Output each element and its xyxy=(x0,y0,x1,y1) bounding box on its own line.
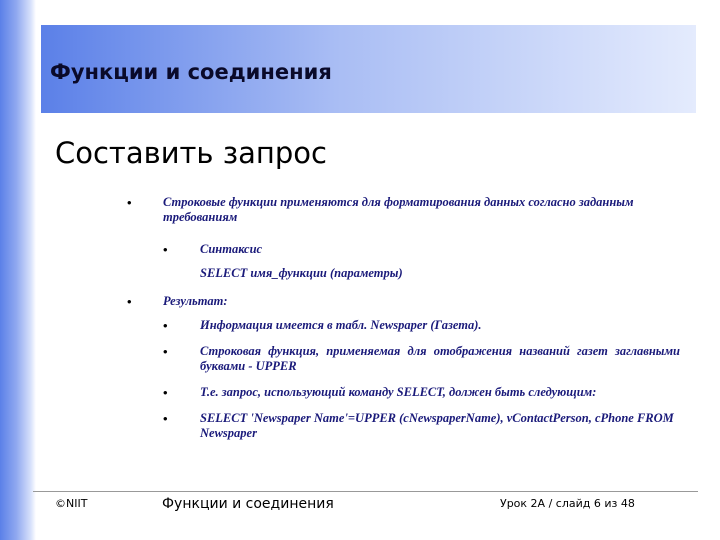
bullet-text: Т.е. запрос, использующий команду SELECT, должен быть следующим: xyxy=(200,385,597,399)
bullet-item xyxy=(125,195,680,225)
footer-divider xyxy=(33,491,698,492)
code-line xyxy=(125,266,680,281)
bullet-text: SELECT 'Newspaper Name'=UPPER (cNewspaperName), vContactPerson, cPhone FROM Newspaper xyxy=(200,411,674,440)
bullet-item xyxy=(125,318,680,333)
bullet-item xyxy=(125,385,680,400)
left-gradient-bar xyxy=(0,0,36,540)
bullet-text: Строковая функция, применяемая для отображения названий газет заглавными буквами - UPPER xyxy=(200,344,680,373)
bullet-item xyxy=(125,294,680,309)
footer-title: Функции и соединения xyxy=(162,496,334,512)
bullet-text: Информация имеется в табл. Newspaper (Газета). xyxy=(200,318,482,332)
bullet-icon: • xyxy=(127,294,132,309)
bullet-text: Результат: xyxy=(163,294,228,308)
footer-slide-info: Урок 2A / слайд 6 из 48 xyxy=(500,497,635,510)
bullet-icon: • xyxy=(163,344,168,359)
slide-title: Составить запрос xyxy=(55,136,327,170)
bullet-text: Синтаксис xyxy=(200,242,263,256)
bullet-icon: • xyxy=(163,385,168,400)
bullet-item xyxy=(125,344,680,374)
footer-copyright: ©NIIT xyxy=(55,497,88,510)
bullet-text: Строковые функции применяются для форматирования данных согласно заданным требованиям xyxy=(163,195,634,224)
bullet-icon: • xyxy=(163,318,168,333)
bullet-icon: • xyxy=(127,195,132,210)
bullet-icon: • xyxy=(163,242,168,257)
header-title: Функции и соединения xyxy=(50,60,332,84)
code-text: SELECT имя_функции (параметры) xyxy=(200,266,403,280)
slide-content xyxy=(125,195,680,441)
bullet-item xyxy=(125,242,680,257)
bullet-item xyxy=(125,411,680,441)
bullet-icon: • xyxy=(163,411,168,426)
